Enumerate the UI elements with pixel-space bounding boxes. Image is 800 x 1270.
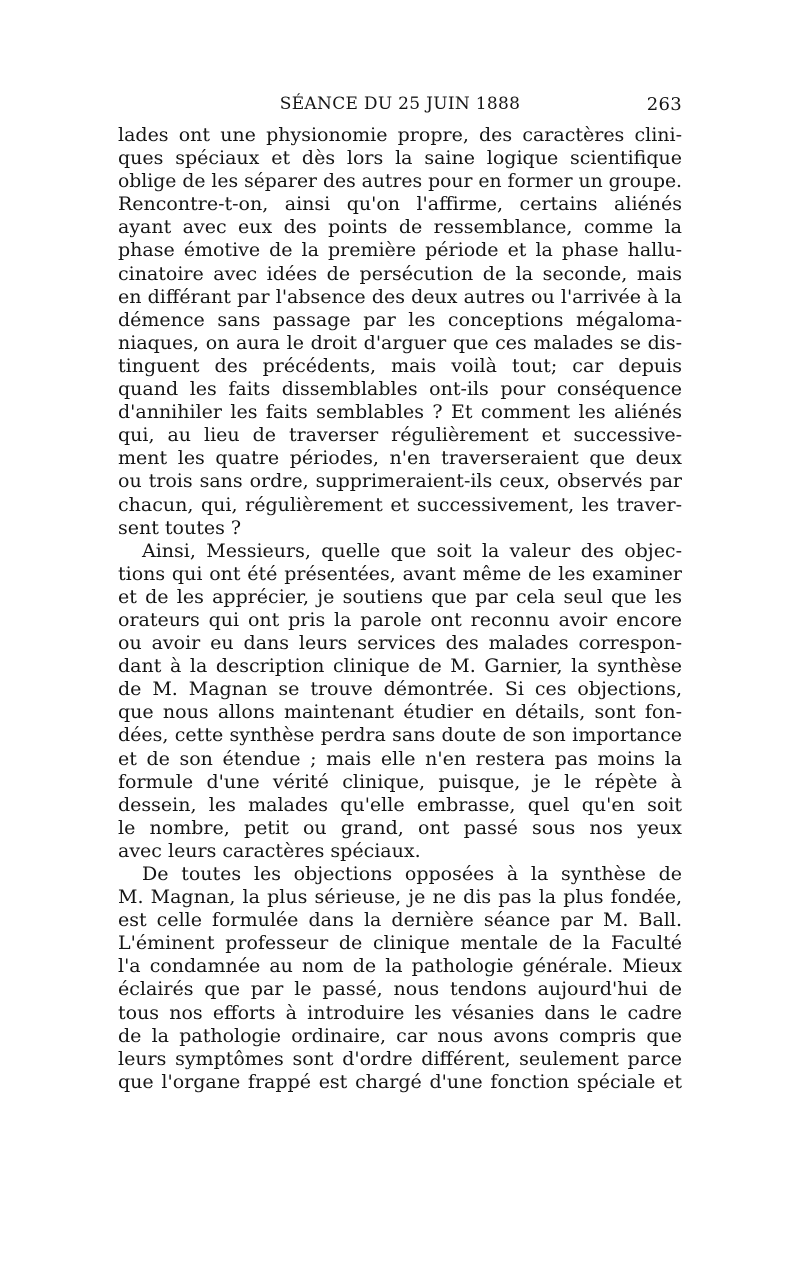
text-line: de M. Magnan se trouve démontrée. Si ces objections, [118, 678, 682, 701]
text-line: avec leurs caractères spéciaux. [118, 839, 421, 862]
text-line: de la pathologie ordinaire, car nous avons compris que [118, 1024, 682, 1047]
text-line: lades ont une physionomie propre, des caractères clini- [118, 124, 682, 146]
text-line: tions qui ont été présentées, avant même de les examiner [118, 562, 682, 585]
text-line: dessein, les malades qu'elle embrasse, quel qu'en soit [118, 793, 682, 816]
text-line: oblige de les séparer des autres pour en former un groupe. [118, 171, 682, 193]
text-line: formule d'une vérité clinique, puisque, je le répète à [118, 770, 682, 793]
text-line: d'annihiler les faits semblables ? Et comment les aliénés [118, 401, 682, 424]
text-line: ment les quatre périodes, n'en traverseraient que deux [118, 447, 682, 470]
text-line: niaques, on aura le droit d'arguer que ces malades se dis- [118, 331, 682, 354]
text-line: éclairés que par le passé, nous tendons aujourd'hui de [118, 978, 682, 1001]
text-line: leurs symptômes sont d'ordre différent, seulement parce [118, 1047, 682, 1070]
text-line: tous nos efforts à introduire les vésanies dans le cadre [118, 1001, 682, 1024]
page-number: 263 [646, 94, 682, 115]
text-line: et de les apprécier, je soutiens que par cela seul que les [118, 585, 682, 608]
text-line: ou trois sans ordre, supprimeraient-ils ceux, observés par [118, 470, 682, 493]
running-title: SÉANCE DU 25 JUIN 1888 [279, 94, 521, 114]
text-line: L'éminent professeur de clinique mentale de la Faculté [118, 932, 682, 955]
text-line: et de son étendue ; mais elle n'en restera pas moins la [118, 747, 682, 770]
text-line: démence sans passage par les conceptions mégaloma- [118, 308, 682, 331]
text-line: dant à la description clinique de M. Garnier, la synthèse [118, 655, 682, 678]
text-line: l'a condamnée au nom de la pathologie générale. Mieux [118, 955, 682, 978]
text-line: sent toutes ? [118, 516, 242, 539]
text-line: en différant par l'absence des deux autres ou l'arrivée à la [118, 285, 682, 308]
running-head [118, 94, 682, 120]
text-line: est celle formulée dans la dernière séance par M. Ball. [118, 909, 682, 932]
text-line: que l'organe frappé est chargé d'une fonction spéciale et [118, 1070, 682, 1093]
text-line: le nombre, petit ou grand, ont passé sous nos yeux [118, 816, 682, 839]
text-line: ou avoir eu dans leurs services des malades correspon- [118, 632, 682, 655]
text-line: De toutes les objections opposées à la synthèse de [142, 863, 682, 885]
text-line: qui, au lieu de traverser régulièrement et successive- [118, 424, 682, 447]
text-line: que nous allons maintenant étudier en détails, sont fon- [118, 701, 682, 724]
text-line: ayant avec eux des points de ressemblance, comme la [118, 216, 682, 239]
text-line: Rencontre-t-on, ainsi qu'on l'affirme, certains aliénés [118, 193, 682, 216]
text-line: tinguent des précédents, mais voilà tout; car depuis [118, 354, 682, 377]
text-line: ques spéciaux et dès lors la saine logique scientifique [118, 147, 682, 170]
text-line: cinatoire avec idées de persécution de la seconde, mais [118, 262, 682, 285]
text-line: Ainsi, Messieurs, quelle que soit la valeur des objec- [142, 539, 682, 562]
text-line: orateurs qui ont pris la parole ont reconnu avoir encore [118, 608, 682, 631]
text-line: chacun, qui, régulièrement et successivement, les traver- [118, 493, 682, 516]
body-text [118, 124, 682, 1094]
text-line: phase émotive de la première période et la phase hallu- [118, 239, 682, 262]
text-line: dées, cette synthèse perdra sans doute de son importance [118, 724, 682, 747]
text-line: M. Magnan, la plus sérieuse, je ne dis pas la plus fondée, [118, 886, 682, 909]
text-line: quand les faits dissemblables ont-ils pour conséquence [118, 378, 682, 401]
